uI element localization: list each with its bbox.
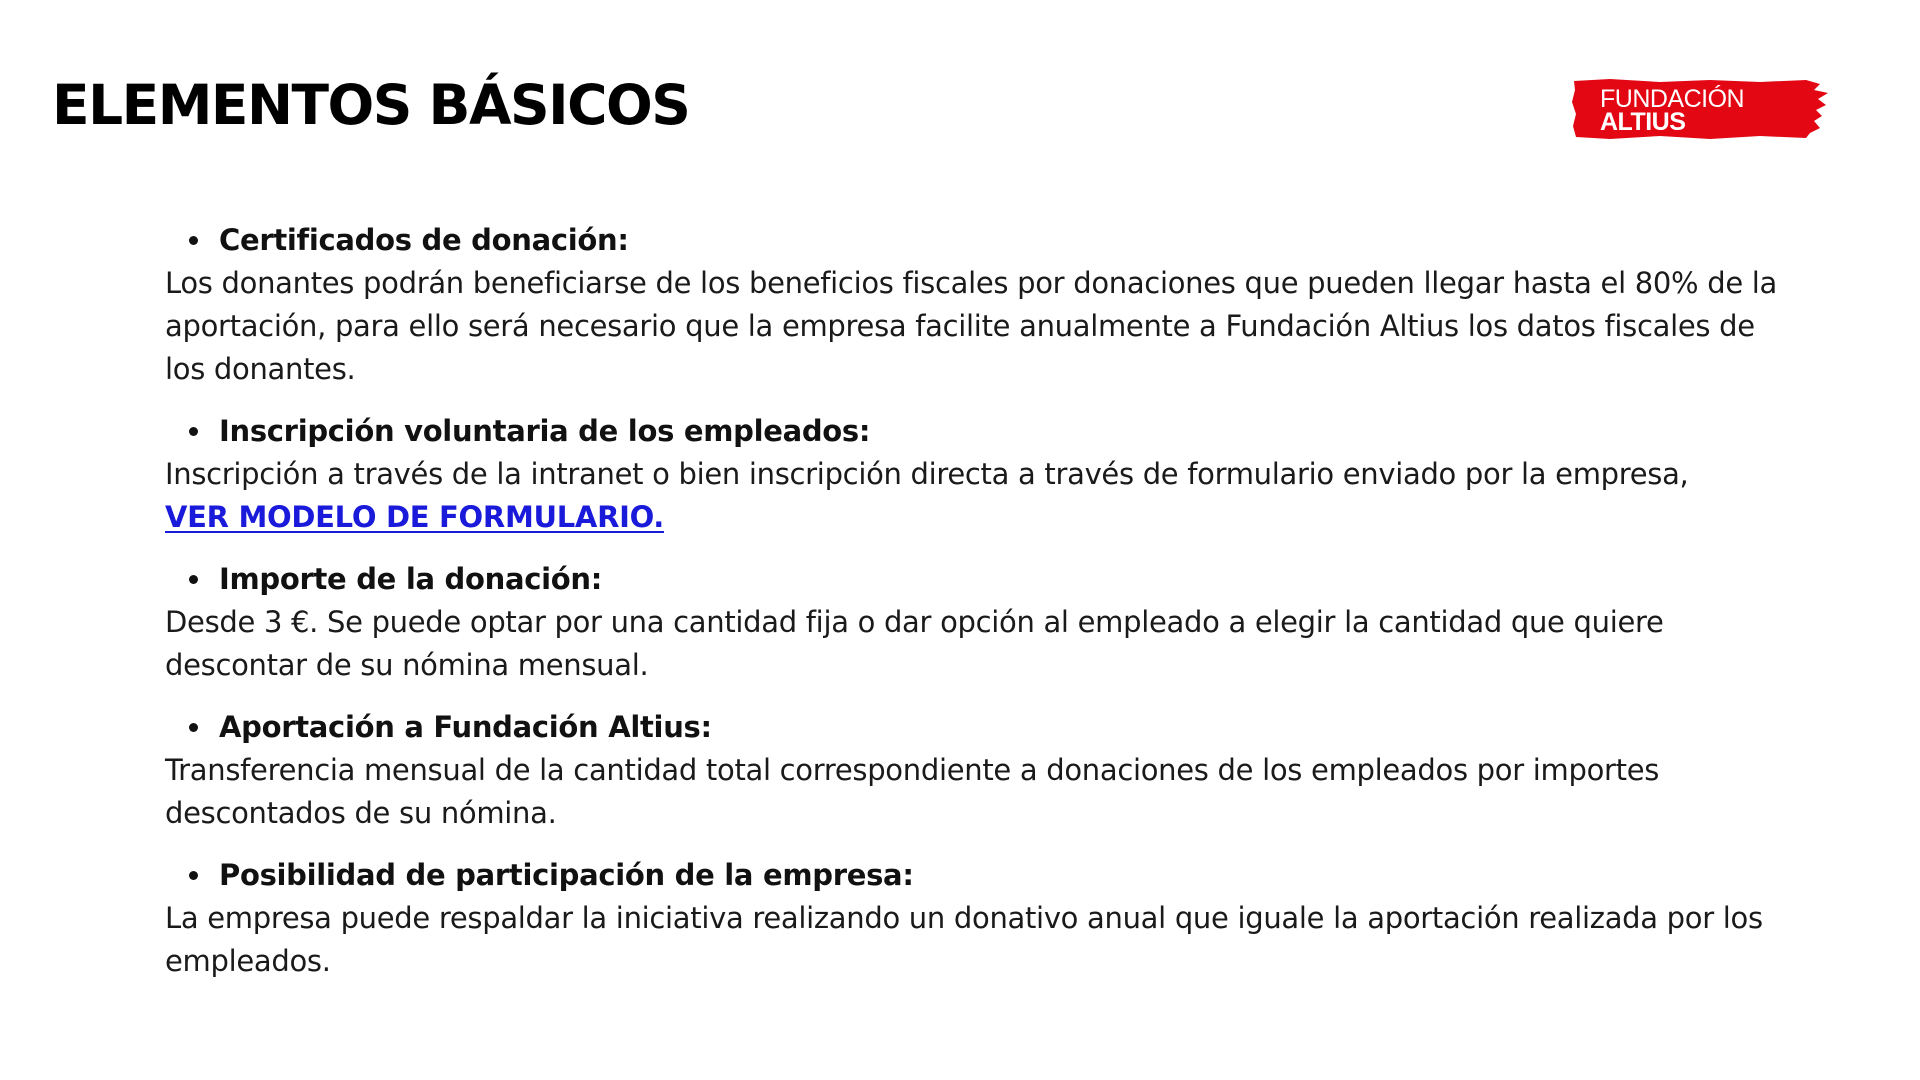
item-heading-text: Aportación a Fundación Altius: xyxy=(219,710,712,744)
logo-line-altius: ALTIUS xyxy=(1600,108,1686,136)
item-heading xyxy=(165,853,1785,897)
item-heading xyxy=(165,218,1785,262)
list-item-importe xyxy=(165,557,1785,687)
logo-line-fundacion: FUNDACIÓN xyxy=(1600,85,1745,113)
list-item-participacion xyxy=(165,853,1785,983)
item-heading-text: Posibilidad de participación de la empresa: xyxy=(219,858,914,892)
item-heading-text: Inscripción voluntaria de los empleados: xyxy=(219,414,871,448)
fundacion-altius-logo xyxy=(1570,78,1832,140)
bullet-icon xyxy=(189,723,198,732)
bullet-icon xyxy=(189,427,198,436)
item-heading-text: Certificados de donación: xyxy=(219,223,629,257)
bullet-icon xyxy=(189,236,198,245)
item-body: Los donantes podrán beneficiarse de los beneficios fiscales por donaciones que pueden llegar hasta el 80% de la aportación, para ello será necesario que la empresa facilite anualmente a Fundación Altius los datos fiscales de los donantes. xyxy=(165,266,1778,386)
item-body-text: Inscripción a través de la intranet o bien inscripción directa a través de formulario enviado por la empresa, xyxy=(165,457,1689,491)
item-heading xyxy=(165,557,1785,601)
logo-text xyxy=(1600,87,1744,135)
item-body: Transferencia mensual de la cantidad total correspondiente a donaciones de los empleados por importes descontados de su nómina. xyxy=(165,753,1660,830)
item-heading xyxy=(165,705,1785,749)
item-heading-text: Importe de la donación: xyxy=(219,562,603,596)
bullet-icon xyxy=(189,871,198,880)
list-item-aportacion xyxy=(165,705,1785,835)
list-item-certificados xyxy=(165,218,1785,391)
item-body-with-link xyxy=(165,453,1785,539)
item-heading xyxy=(165,409,1785,453)
item-body: Desde 3 €. Se puede optar por una cantidad fija o dar opción al empleado a elegir la cantidad que quiere descontar de su nómina mensual. xyxy=(165,605,1664,682)
page-title: ELEMENTOS BÁSICOS xyxy=(52,73,690,137)
item-body: La empresa puede respaldar la iniciativa realizando un donativo anual que iguale la aportación realizada por los empleados. xyxy=(165,901,1763,978)
list-item-inscripcion xyxy=(165,409,1785,539)
ver-modelo-formulario-link[interactable]: VER MODELO DE FORMULARIO. xyxy=(165,500,665,534)
bullet-icon xyxy=(189,575,198,584)
content xyxy=(165,218,1785,983)
